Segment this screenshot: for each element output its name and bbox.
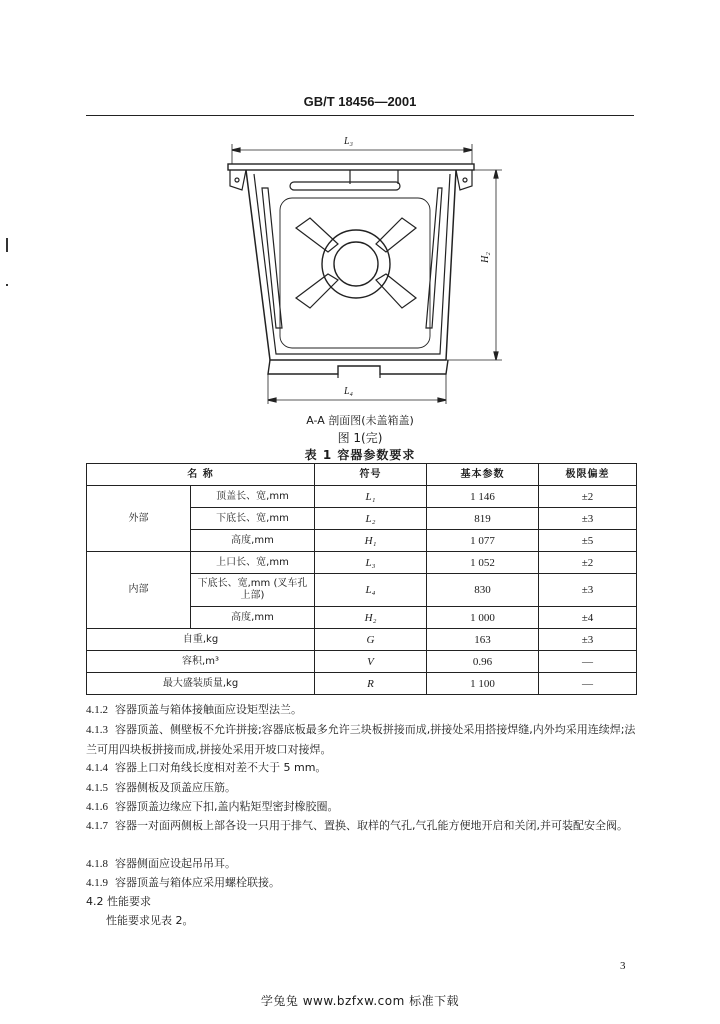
row-value: 163 <box>427 629 539 651</box>
clause-4-1-2 <box>86 700 642 720</box>
row-tolerance: — <box>539 673 637 695</box>
clause-4-1-3 <box>86 720 642 759</box>
group-label: 外部 <box>87 486 191 552</box>
table-row <box>87 651 637 673</box>
margin-dot <box>6 284 8 286</box>
row-tolerance: ±2 <box>539 486 637 508</box>
row-symbol: H₁ <box>315 530 427 552</box>
row-symbol: L₂ <box>315 508 427 530</box>
standard-header: GB/T 18456—2001 <box>303 94 417 109</box>
row-value: 1 000 <box>427 607 539 629</box>
row-item: 容积,m³ <box>87 651 315 673</box>
row-value: 830 <box>427 574 539 607</box>
clause-number: 4.1.4 <box>86 762 108 774</box>
table-row <box>87 673 637 695</box>
row-value: 1 052 <box>427 552 539 574</box>
header-tolerance: 极限偏差 <box>539 464 637 486</box>
dim-l4-label: L₄ <box>344 386 354 397</box>
row-tolerance: ±3 <box>539 629 637 651</box>
row-symbol: L₄ <box>315 574 427 607</box>
dim-l3-label: L₃ <box>344 136 354 147</box>
row-symbol: L₃ <box>315 552 427 574</box>
row-symbol: H₂ <box>315 607 427 629</box>
figure-caption: 图 1(完) <box>337 431 383 445</box>
row-tolerance: ±2 <box>539 552 637 574</box>
clause-number: 4.1.9 <box>86 877 108 889</box>
clause-4-1-7 <box>86 816 642 836</box>
clause-4-1-4 <box>86 758 642 778</box>
clause-number: 4.1.3 <box>86 724 108 736</box>
footer-watermark: 学兔兔 www.bzfxw.com 标准下载 <box>260 994 460 1008</box>
row-symbol: V <box>315 651 427 673</box>
table-title: 表 1 容器参数要求 <box>304 448 416 462</box>
row-value: 0.96 <box>427 651 539 673</box>
section-drawing <box>220 128 510 410</box>
section-4-2-body: 性能要求见表 2。 <box>106 914 194 927</box>
clause-number: 4.1.5 <box>86 782 108 794</box>
clause-text: 容器顶盖边缘应下扣,盖内粘矩型密封橡胶圈。 <box>115 800 339 813</box>
row-tolerance: ±5 <box>539 530 637 552</box>
clause-text: 容器侧板及顶盖应压筋。 <box>115 781 236 794</box>
row-symbol: G <box>315 629 427 651</box>
header-rule <box>86 115 634 116</box>
clause-text: 容器顶盖、侧壁板不允许拼接;容器底板最多允许三块板拼接而成,拼接处采用搭接焊缝,内外均采用连续焊;法兰可用四块板拼接而成,拼接处采用开坡口对接焊。 <box>86 723 636 756</box>
clause-text: 容器上口对角线长度相对差不大于 5 mm。 <box>115 761 327 774</box>
row-value: 819 <box>427 508 539 530</box>
header-name: 名 称 <box>87 464 315 486</box>
clause-text: 容器侧面应设起吊吊耳。 <box>115 857 236 870</box>
row-item: 下底长、宽,mm (叉车孔上部) <box>191 574 315 607</box>
row-value: 1 077 <box>427 530 539 552</box>
section-caption: A-A 剖面图(未盖箱盖) <box>306 414 414 427</box>
row-item: 高度,mm <box>191 607 315 629</box>
row-item: 顶盖长、宽,mm <box>191 486 315 508</box>
row-item: 下底长、宽,mm <box>191 508 315 530</box>
margin-mark <box>6 238 8 252</box>
clause-4-1-8 <box>86 854 642 874</box>
clause-4-1-6 <box>86 797 642 817</box>
row-value: 1 100 <box>427 673 539 695</box>
row-symbol: R <box>315 673 427 695</box>
clause-text: 容器顶盖与箱体接触面应设矩型法兰。 <box>115 703 302 716</box>
group-label: 内部 <box>87 552 191 629</box>
row-tolerance: — <box>539 651 637 673</box>
row-item: 上口长、宽,mm <box>191 552 315 574</box>
header-basic: 基本参数 <box>427 464 539 486</box>
section-4-2-title: 4.2 性能要求 <box>86 895 151 908</box>
page-number: 3 <box>620 960 626 972</box>
header-symbol: 符号 <box>315 464 427 486</box>
row-tolerance: ±4 <box>539 607 637 629</box>
clause-number: 4.1.2 <box>86 704 108 716</box>
clause-number: 4.1.7 <box>86 820 108 832</box>
clause-4-1-5 <box>86 778 642 798</box>
row-tolerance: ±3 <box>539 508 637 530</box>
table-row <box>87 629 637 651</box>
row-value: 1 146 <box>427 486 539 508</box>
clause-text: 容器一对面两侧板上部各设一只用于排气、置换、取样的气孔,气孔能方便地开启和关闭,并可装配安全阀。 <box>115 819 628 832</box>
clause-4-1-9 <box>86 873 642 893</box>
row-item: 最大盛装质量,kg <box>87 673 315 695</box>
row-tolerance: ±3 <box>539 574 637 607</box>
parameter-table <box>86 463 637 695</box>
row-symbol: L₁ <box>315 486 427 508</box>
clause-number: 4.1.6 <box>86 801 108 813</box>
dim-h2-label: H₂ <box>479 252 491 263</box>
row-item: 高度,mm <box>191 530 315 552</box>
clause-number: 4.1.8 <box>86 858 108 870</box>
clause-text: 容器顶盖与箱体应采用螺栓联接。 <box>115 876 280 889</box>
table-row <box>87 552 637 574</box>
table-row <box>87 486 637 508</box>
row-item: 自重,kg <box>87 629 315 651</box>
